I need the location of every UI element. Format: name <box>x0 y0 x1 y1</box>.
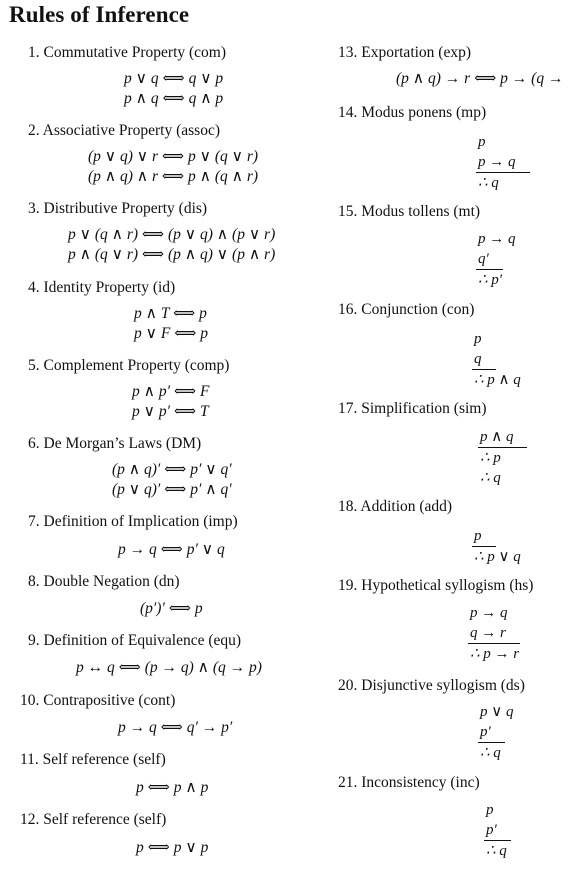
rule-5-heading: 5. Complement Property (comp) <box>28 357 230 374</box>
rule-16-argument <box>472 329 535 390</box>
rule-11-heading: 11. Self reference (self) <box>20 751 166 768</box>
rule-20-premise-1: p ∨ q <box>480 704 514 720</box>
rule-19-conclusion: ∴ p → r <box>470 646 520 662</box>
rule-16-premise-1: p <box>474 331 482 347</box>
rule-1-eq-1: p ∨ q ⟺ q ∨ p <box>124 70 224 87</box>
rule-21-premise-1: p <box>486 802 494 818</box>
rule-19-heading: 19. Hypothetical syllogism (hs) <box>338 577 534 594</box>
rule-6-heading: 6. De Morgan’s Laws (DM) <box>28 435 202 452</box>
rule-17-conclusion: ∴ p <box>480 450 501 466</box>
rule-15-argument <box>476 229 530 290</box>
rule-9-heading: 9. Definition of Equivalence (equ) <box>28 632 242 649</box>
rule-20-premise-2: p′ <box>478 722 505 743</box>
rule-16-premise-2: q <box>472 349 496 370</box>
page-title: Rules of Inference <box>9 2 190 27</box>
rule-3-heading: 3. Distributive Property (dis) <box>28 200 208 217</box>
rule-14-conclusion: ∴ q <box>478 175 499 191</box>
rule-7-eq-1: p → q ⟺ p′ ∨ q <box>118 541 225 558</box>
rule-11-eq-1: p ⟺ p ∧ p <box>136 779 209 796</box>
rule-9-eq-1: p ↔ q ⟺ (p → q) ∧ (q → p) <box>76 659 262 676</box>
rule-3-eq-2: p ∧ (q ∨ r) ⟺ (p ∧ q) ∨ (p ∧ r) <box>68 246 276 263</box>
rule-14-argument <box>476 132 530 193</box>
rule-15-premise-1: p → q <box>478 231 516 247</box>
rule-18-premise-1: p <box>472 526 496 547</box>
rule-15-heading: 15. Modus tollens (mt) <box>338 203 481 220</box>
rule-21-premise-2: p′ <box>484 820 511 841</box>
rule-12-heading: 12. Self reference (self) <box>20 811 167 828</box>
rule-15-premise-2: q′ <box>476 249 503 270</box>
rule-17-conclusion-2: ∴ q <box>480 470 501 486</box>
rule-17-heading: 17. Simplification (sim) <box>338 400 487 417</box>
rule-3-eq-1: p ∨ (q ∧ r) ⟺ (p ∨ q) ∧ (p ∨ r) <box>68 226 276 243</box>
rule-10-eq-1: p → q ⟺ q′ → p′ <box>118 719 233 736</box>
rule-4-heading: 4. Identity Property (id) <box>28 279 176 296</box>
rule-16-conclusion: ∴ p ∧ q <box>474 372 521 388</box>
rule-7-heading: 7. Definition of Implication (imp) <box>28 513 238 530</box>
rule-2-heading: 2. Associative Property (assoc) <box>28 122 220 139</box>
rule-21-conclusion: ∴ q <box>486 843 507 859</box>
rule-5-eq-1: p ∧ p′ ⟺ F <box>132 383 210 400</box>
rule-4-eq-1: p ∧ T ⟺ p <box>134 305 207 322</box>
rule-18-conclusion: ∴ p ∨ q <box>474 549 521 565</box>
rule-20-heading: 20. Disjunctive syllogism (ds) <box>338 677 525 694</box>
rule-13-eq-1: (p ∧ q) → r ⟺ p → (q → <box>396 70 564 87</box>
rule-2-eq-2: (p ∧ q) ∧ r ⟺ p ∧ (q ∧ r) <box>88 168 259 185</box>
rule-6-eq-1: (p ∧ q)′ ⟺ p′ ∨ q′ <box>112 461 232 478</box>
rule-18-argument <box>472 526 535 567</box>
rule-17-argument <box>478 427 527 488</box>
rule-13-heading: 13. Exportation (exp) <box>338 44 472 61</box>
rule-6-eq-2: (p ∨ q)′ ⟺ p′ ∧ q′ <box>112 481 232 498</box>
rule-15-conclusion: ∴ p′ <box>478 272 503 288</box>
rule-10-heading: 10. Contrapositive (cont) <box>20 692 176 709</box>
rule-20-argument <box>478 702 527 763</box>
rule-14-premise-2: p → q <box>476 152 530 173</box>
rule-19-premise-2: q → r <box>468 623 520 644</box>
rule-19-argument <box>468 603 533 664</box>
rule-2-eq-1: (p ∨ q) ∨ r ⟺ p ∨ (q ∨ r) <box>88 148 259 165</box>
rule-14-heading: 14. Modus ponens (mp) <box>338 104 487 121</box>
rule-18-heading: 18. Addition (add) <box>338 498 453 515</box>
rule-4-eq-2: p ∨ F ⟺ p <box>134 325 209 342</box>
rule-1-heading: 1. Commutative Property (com) <box>28 44 227 61</box>
rule-12-eq-1: p ⟺ p ∨ p <box>136 839 209 856</box>
rule-1-eq-2: p ∧ q ⟺ q ∧ p <box>124 90 224 107</box>
rule-8-heading: 8. Double Negation (dn) <box>28 573 180 590</box>
rule-5-eq-2: p ∨ p′ ⟺ T <box>132 403 209 420</box>
rule-19-premise-1: p → q <box>470 605 508 621</box>
rule-17-premise-1: p ∧ q <box>478 427 527 448</box>
rule-16-heading: 16. Conjunction (con) <box>338 301 475 318</box>
rule-21-heading: 21. Inconsistency (inc) <box>338 774 480 791</box>
rule-20-conclusion: ∴ q <box>480 745 501 761</box>
rule-21-argument <box>484 800 521 861</box>
rule-14-premise-1: p <box>478 134 486 150</box>
rule-8-eq-1: (p′)′ ⟺ p <box>140 600 203 617</box>
